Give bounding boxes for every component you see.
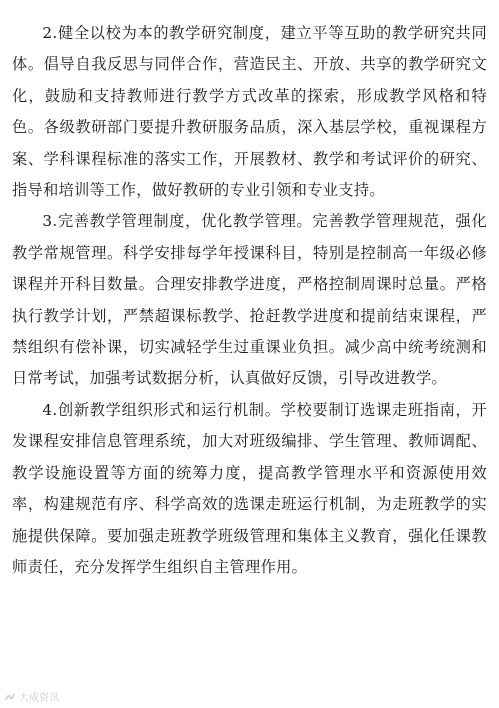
paragraph-3: 3.完善教学管理制度，优化教学管理。完善教学管理规范，强化教学常规管理。科学安排每学年授课科目，特别是控制高一年级必修课程并开科目数量。合理安排教学进度，严格控制周课时总量。严格执行教学计划，严禁超课标教学、抢赶教学进度和提前结束课程，严禁组织有偿补课，切实减轻学生过重课业负担。减少高中统考统测和日常考试，加强考试数据分析，认真做好反馈，引导改进教学。 [12,212,487,388]
watermark-text: 大成资讯 [19,693,59,704]
watermark [4,689,59,704]
brand-logo-icon [4,691,16,703]
paragraph-4: 4.创新教学组织形式和运行机制。学校要制订选课走班指南，开发课程安排信息管理系统，加大对班级编排、学生管理、教师调配、教学设施设置等方面的统筹力度，提高教学管理水平和资源使用效率，构建规范有序、科学高效的选课走班运行机制，为走班教学的实施提供保障。要加强走班教学班级管理和集体主义教育，强化任课教师责任，充分发挥学生组织自主管理作用。 [12,400,487,576]
paragraph-2: 2.健全以校为本的教学研究制度，建立平等互助的教学研究共同体。倡导自我反思与同伴合作，营造民主、开放、共享的教学研究文化，鼓励和支持教师进行教学方式改革的探索，形成教学风格和特色。各级教研部门要提升教研服务品质，深入基层学校，重视课程方案、学科课程标准的落实工作，开展教材、教学和考试评价的研究、指导和培训等工作，做好教研的专业引领和专业支持。 [12,24,487,200]
